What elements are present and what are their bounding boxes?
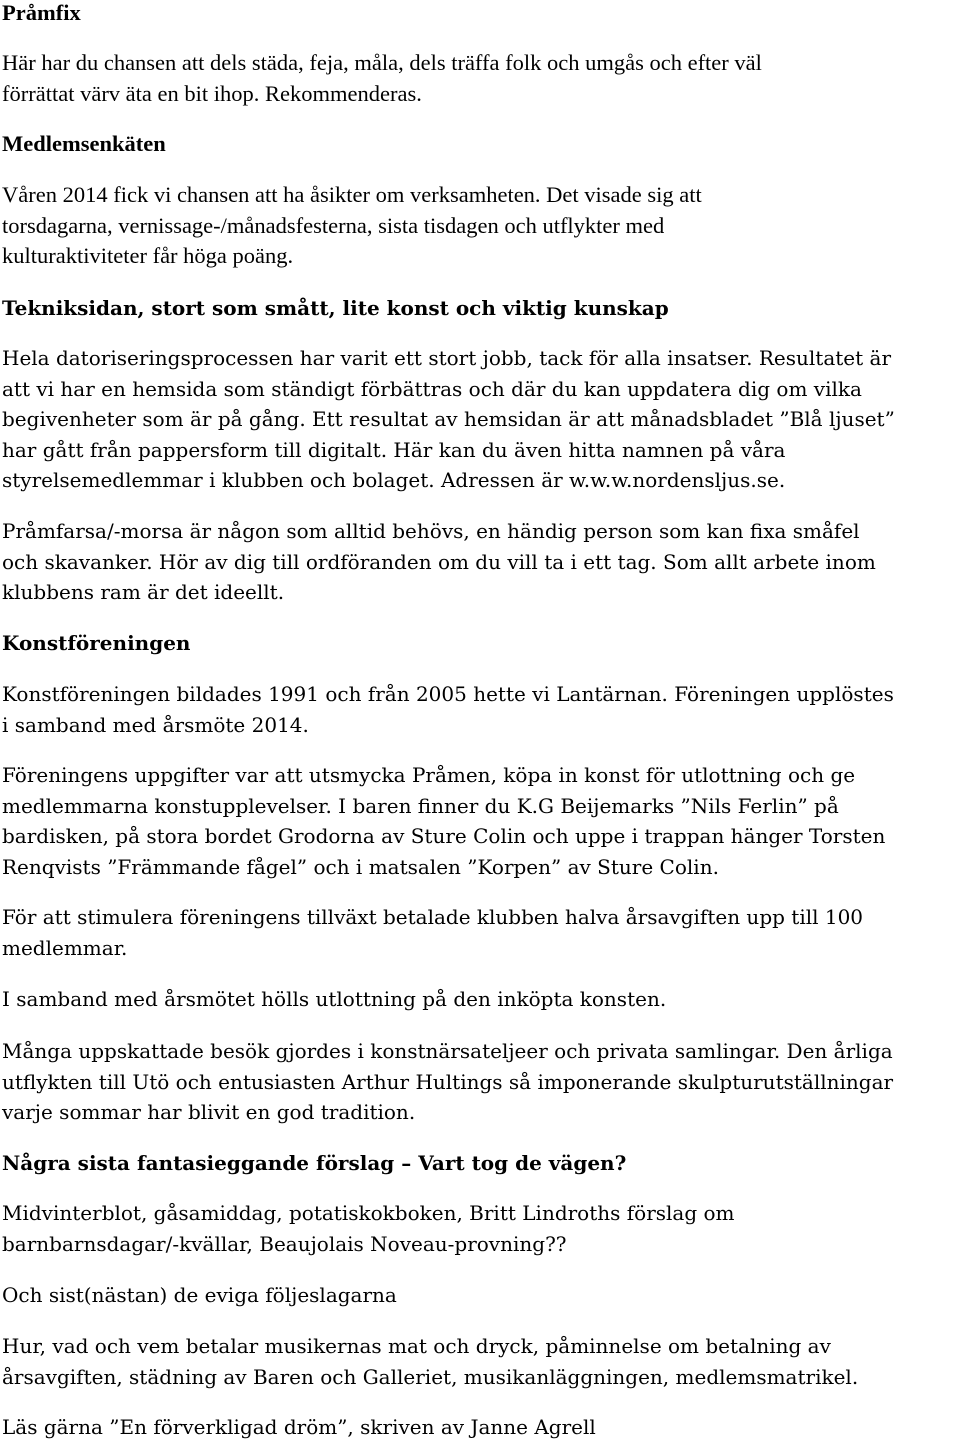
text-line: Läs gärna ”En förverkligad dröm”, skriven av Janne Agrell bbox=[2, 1415, 596, 1439]
text-line: Här har du chansen att dels städa, feja, måla, dels träffa folk och umgås och efter väl bbox=[2, 50, 762, 75]
text-line: varje sommar har blivit en god tradition. bbox=[2, 1100, 416, 1124]
paragraph bbox=[2, 1412, 596, 1443]
paragraph bbox=[2, 902, 863, 963]
text-line: Många uppskattade besök gjordes i konstnärsateljeer och privata samlingar. Den årliga bbox=[2, 1039, 893, 1063]
section-heading: Några sista fantasieggande förslag – Vart tog de vägen? bbox=[2, 1151, 627, 1175]
text-line: torsdagarna, vernissage-/månadsfesterna, sista tisdagen och utflykter med bbox=[2, 212, 665, 238]
text-line: För att stimulera föreningens tillväxt betalade klubben halva årsavgiften upp till 100 bbox=[2, 905, 864, 929]
section-heading: Tekniksidan, stort som smått, lite konst och viktig kunskap bbox=[2, 296, 669, 320]
paragraph bbox=[2, 180, 702, 272]
paragraph bbox=[2, 984, 666, 1015]
text-line: har gått från pappersform till digitalt. Här kan du även hitta namnen på våra bbox=[2, 437, 786, 462]
paragraph bbox=[2, 1198, 735, 1259]
paragraph bbox=[2, 760, 885, 882]
text-line: Konstföreningen bildades 1991 och från 2005 hette vi Lantärnan. Föreningen upplöstes bbox=[2, 682, 894, 706]
text-line: I samband med årsmötet hölls utlottning på den inköpta konsten. bbox=[2, 987, 667, 1011]
text-line: och skavanker. Hör av dig till ordföranden om du vill ta i ett tag. Som allt arbete inom bbox=[2, 549, 876, 574]
section-heading: Pråmfix bbox=[2, 0, 81, 25]
paragraph bbox=[2, 1280, 397, 1311]
text-line: kulturaktiviteter får höga poäng. bbox=[2, 243, 294, 268]
section-heading: Konstföreningen bbox=[2, 631, 191, 655]
paragraph bbox=[2, 343, 895, 496]
text-line: Hela datoriseringsprocessen har varit ett stort jobb, tack för alla insatser. Resultatet är bbox=[2, 346, 892, 370]
text-line: årsavgiften, städning av Baren och Galleriet, musikanläggningen, medlemsmatrikel. bbox=[2, 1364, 859, 1389]
paragraph bbox=[2, 1331, 858, 1392]
text-line: Renqvists ”Främmande fågel” och i matsalen ”Korpen” av Sture Colin. bbox=[2, 854, 719, 879]
text-line: Föreningens uppgifter var att utsmycka Pråmen, köpa in konst för utlottning och ge bbox=[2, 763, 856, 787]
text-line: i samband med årsmöte 2014. bbox=[2, 712, 309, 737]
text-line: Midvinterblot, gåsamiddag, potatiskokboken, Britt Lindroths förslag om bbox=[2, 1201, 735, 1225]
paragraph bbox=[2, 516, 876, 608]
text-line: styrelsemedlemmar i klubben och bolaget. Adressen är w.w.w.nordensljus.se. bbox=[2, 468, 786, 492]
text-line: Pråmfarsa/-morsa är någon som alltid behövs, en händig person som kan fixa småfel bbox=[2, 519, 860, 543]
text-line: begivenheter som är på gång. Ett resultat av hemsidan är att månadsbladet ”Blå ljuset” bbox=[2, 407, 895, 431]
text-line: förrättat värv äta en bit ihop. Rekommenderas. bbox=[2, 80, 422, 106]
text-line: medlemmar. bbox=[2, 935, 128, 960]
text-line: Och sist(nästan) de eviga följeslagarna bbox=[2, 1283, 397, 1307]
paragraph bbox=[2, 1036, 893, 1128]
text-line: utflykten till Utö och entusiasten Arthur Hultings så imponerande skulpturutställningar bbox=[2, 1069, 894, 1094]
text-line: bardisken, på stora bordet Grodorna av Sture Colin och uppe i trappan hänger Torsten bbox=[2, 824, 886, 848]
text-line: barnbarnsdagar/-kvällar, Beaujolais Noveau-provning?? bbox=[2, 1231, 567, 1256]
text-line: Våren 2014 fick vi chansen att ha åsikter om verksamheten. Det visade sig att bbox=[2, 182, 702, 207]
text-line: att vi har en hemsida som ständigt förbättras och där du kan uppdatera dig om vilka bbox=[2, 376, 862, 401]
paragraph bbox=[2, 48, 762, 109]
text-line: Hur, vad och vem betalar musikernas mat och dryck, påminnelse om betalning av bbox=[2, 1334, 831, 1358]
text-line: klubbens ram är det ideellt. bbox=[2, 580, 285, 604]
section-heading: Medlemsenkäten bbox=[2, 131, 166, 156]
text-line: medlemmarna konstupplevelser. I baren finner du K.G Beijemarks ”Nils Ferlin” på bbox=[2, 793, 839, 818]
paragraph bbox=[2, 679, 894, 740]
